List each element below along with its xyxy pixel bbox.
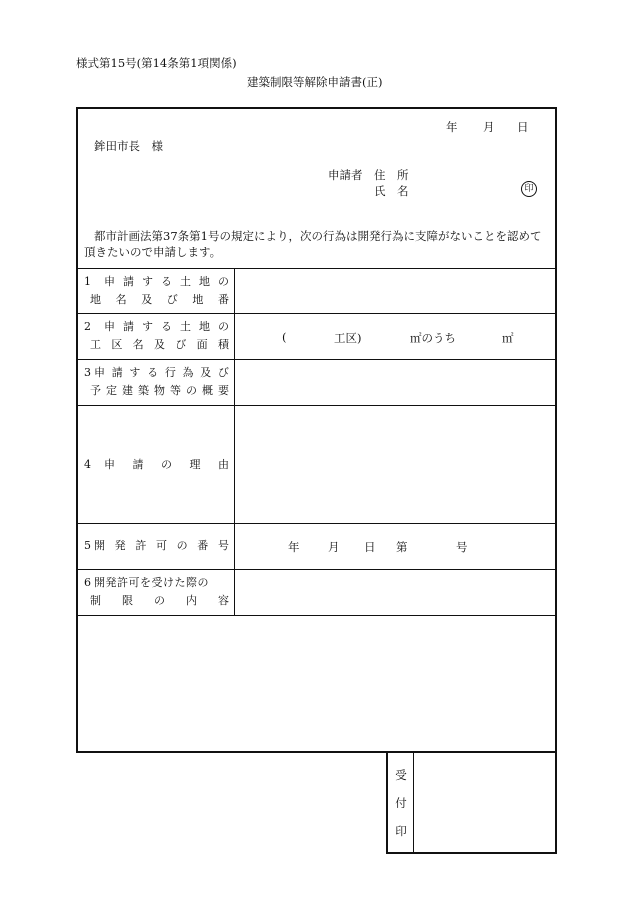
- area-of-total: ㎡のうち: [410, 331, 456, 345]
- row-2-field[interactable]: [236, 314, 554, 359]
- receipt-stamp-box: [386, 753, 557, 854]
- row-6-field[interactable]: [236, 570, 554, 615]
- area-open-paren: (: [282, 330, 287, 344]
- statement-line-1: 都市計画法第37条第1号の規定により，次の行為は開発行為に支障がないことを認めて: [94, 229, 542, 243]
- permit-month: 月: [328, 540, 340, 554]
- row-3-field[interactable]: [236, 360, 554, 405]
- applicant-label: 申請者: [328, 168, 363, 182]
- row-3-number: 3: [84, 366, 91, 379]
- row-6-number: 6: [84, 576, 91, 589]
- row-1-label-line1: 申 請 す る 土 地 の: [104, 275, 229, 288]
- row-3-label-line1: 申 請 す る 行 為 及 び: [94, 366, 229, 379]
- application-form-frame: [76, 107, 557, 753]
- row-6-label: [84, 574, 229, 610]
- row-2-label-line1: 申 請 す る 土 地 の: [104, 320, 229, 333]
- statement-line-2: 頂きたいので申請します。: [84, 245, 222, 259]
- row-1-number: 1: [84, 275, 91, 288]
- row-5-field[interactable]: [236, 524, 554, 569]
- row-1-field[interactable]: [236, 269, 554, 313]
- row-6-label-line1: 開発許可を受けた際の: [94, 576, 209, 589]
- row-6-label-line2: 制 限 の 内 容: [90, 594, 229, 607]
- receipt-char-3: 印: [395, 824, 407, 838]
- blank-area: [78, 616, 555, 751]
- area-unit: ㎡: [502, 331, 514, 345]
- row-2-number: 2: [84, 320, 91, 333]
- row-4-field[interactable]: [236, 406, 554, 523]
- name-label: 氏 名: [374, 184, 409, 198]
- receipt-label: [392, 767, 410, 839]
- address-label: 住 所: [374, 168, 409, 182]
- row-2-label-line2: 工 区 名 及 び 面 積: [90, 338, 229, 351]
- form-number: 様式第15号(第14条第1項関係): [76, 56, 237, 70]
- date-month: 月: [483, 120, 495, 134]
- permit-year: 年: [288, 540, 300, 554]
- form-title: 建築制限等解除申請書(正): [247, 75, 383, 89]
- permit-day: 日: [364, 540, 376, 554]
- seal-mark: 印: [521, 181, 537, 197]
- row-1-label: [84, 273, 229, 309]
- receipt-char-1: 受: [395, 768, 407, 782]
- row-4-label-line1: 申 請 の 理 由: [104, 458, 229, 471]
- row-3-label-line2: 予 定 建 築 物 等 の 概 要: [90, 384, 229, 397]
- column-divider: [234, 268, 235, 615]
- row-4-number: 4: [84, 458, 91, 471]
- row-2-label: [84, 318, 229, 354]
- row-4-label: [84, 456, 229, 474]
- receipt-char-2: 付: [395, 796, 407, 810]
- permit-go: 号: [456, 540, 468, 554]
- row-5-label: [84, 537, 229, 555]
- date-year: 年: [446, 120, 458, 134]
- permit-dai: 第: [396, 540, 408, 554]
- row-5-number: 5: [84, 539, 91, 552]
- area-district: 工区): [334, 331, 362, 345]
- row-3-label: [84, 364, 229, 400]
- receipt-divider: [413, 753, 414, 852]
- row-1-label-line2: 地 名 及 び 地 番: [90, 293, 229, 306]
- date-day: 日: [517, 120, 529, 134]
- addressee: 鉾田市長 様: [94, 139, 163, 153]
- row-5-label-line1: 開 発 許 可 の 番 号: [94, 539, 229, 552]
